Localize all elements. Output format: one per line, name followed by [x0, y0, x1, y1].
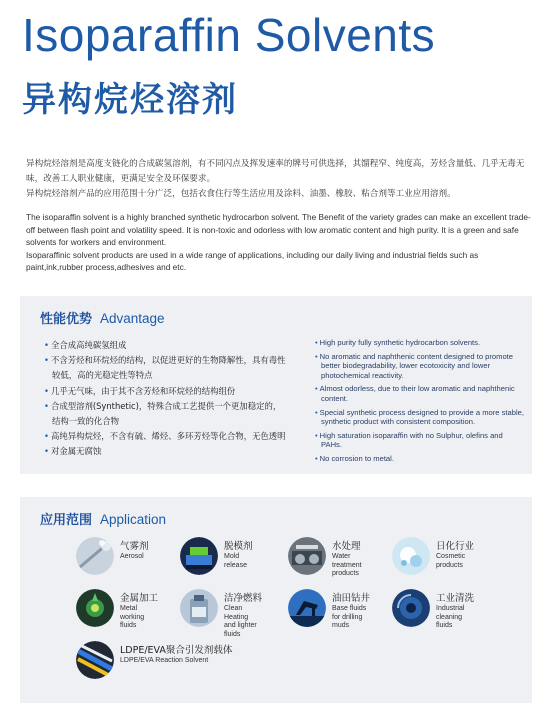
advantage-list-en: [315, 338, 525, 468]
advantage-item-cn: • 几乎无气味，由于其不含芳烃和环烷烃的结构组份: [44, 384, 314, 399]
advantage-list-cn: [44, 338, 314, 460]
application-heading: [40, 509, 166, 528]
oil-drilling-icon: [288, 589, 326, 627]
advantage-heading-cn: 性能优势: [40, 312, 93, 327]
ldpe-eva-icon: [76, 641, 114, 679]
advantage-heading: [40, 308, 165, 327]
advantage-panel: [20, 296, 532, 474]
advantage-item-en: • Special synthetic process designed to provide a more stable, synthetic product with consistent composition.: [315, 408, 525, 427]
intro-cn-paragraph-1: 异构烷烃溶剂是高度支链化的合成碳氢溶剂，有不同闪点及挥发速率的牌号可供选择，其馏程窄、纯度高，芳烃含量低、几乎无毒无味，改善工人职业健康，更满足安全及环保要求。: [26, 159, 525, 184]
advantage-item-en: • Almost odorless, due to their low aromatic and naphthenic content.: [315, 384, 525, 403]
advantage-item-cn: • 合成型溶剂(Synthetic)，特殊合成工艺提供一个更加稳定的， 结构一致的化合物: [44, 399, 314, 429]
advantage-item-cn: • 对金属无腐蚀: [44, 444, 314, 459]
clean-fuel-icon: [180, 589, 218, 627]
intro-en-paragraph-1: The isoparaffin solvent is a highly branched synthetic hydrocarbon solvent. The Benefit of the variety grades can make an excellent trade-off between flash point and volatility speed. It is non-toxic and odorless with low aromatic content and high purity. It is a green and safe solvents for workers and environment.: [26, 212, 531, 248]
advantage-item-en: • High purity fully synthetic hydrocarbon solvents.: [315, 338, 525, 348]
intro-section: [26, 157, 536, 274]
advantage-item-cn: • 不含芳烃和环烷烃的结构，以促进更好的生物降解性，具有毒性 较低，高的光稳定性等特点: [44, 353, 314, 383]
page-title: Isoparaffin Solvents: [22, 9, 436, 61]
intro-en-paragraph-2: Isoparaffinic solvent products are used in a wide range of applications, including our daily living and industrial fields such as paint,ink,rubber process,adhesives and etc.: [26, 249, 479, 273]
intro-cn-paragraph-2: 异构烷烃溶剂产品的应用范围十分广泛，包括衣食住行等生活应用及涂料、油墨、橡胶、粘合剂等工业应用溶剂。: [26, 189, 456, 199]
application-heading-cn: 应用范围: [40, 513, 93, 528]
metal-working-icon: [76, 589, 114, 627]
advantage-item-cn: • 全合成高纯碳氢组成: [44, 338, 314, 353]
advantage-item-en: • No corrosion to metal.: [315, 454, 525, 464]
application-heading-en: Application: [100, 512, 167, 527]
cosmetic-icon: [392, 537, 430, 575]
mold-release-icon: [180, 537, 218, 575]
advantage-item-en: • High saturation isoparaffin with no Sulphur, olefins and PAHs.: [315, 431, 525, 450]
advantage-item-en: • No aromatic and naphthenic content designed to promote better biodegradability, lower ecotoxicity and lower photochemical reactivity.: [315, 352, 525, 381]
aerosol-icon: [76, 537, 114, 575]
advantage-item-cn: • 高纯异构烷烃，不含有硫、烯烃、多环芳烃等化合物，无色透明: [44, 429, 314, 444]
page-title-cn: 异构烷烃溶剂: [22, 80, 238, 120]
application-panel: 应用范围 Application 气雾剂 Aerosol 脱模剂 Mold release 水处理 Water treatment products 日化行业 Cosmetic products 金属加工 Metal working fluids 洁净燃料 Clean Heating and lighter fluids 油田钻井 Base fluids for drilling muds 工业清洗 Industrial cleaning fluids LDPE/EVA聚合引发剂载体 LDPE/EVA Reaction Solvent: [20, 497, 532, 703]
advantage-heading-en: Advantage: [100, 311, 165, 326]
industrial-cleaning-icon: [392, 589, 430, 627]
water-treatment-icon: [288, 537, 326, 575]
